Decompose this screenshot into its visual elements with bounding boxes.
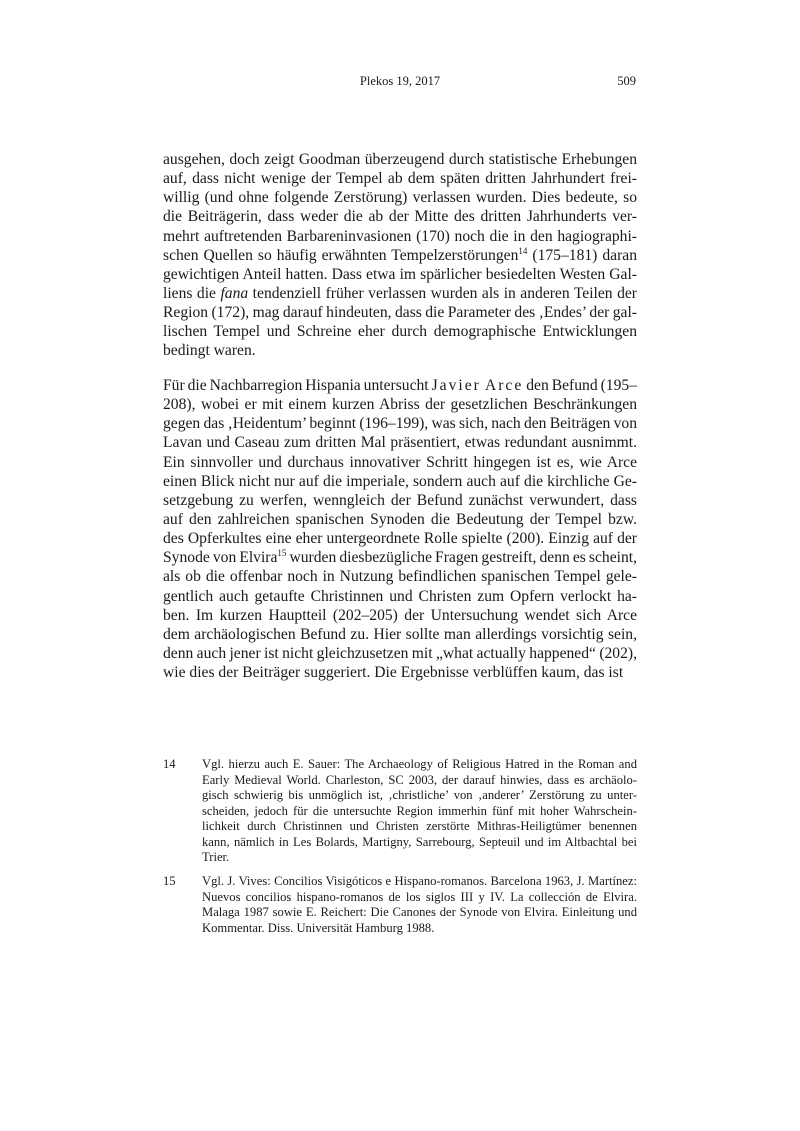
footnote-line-content: gisch schwierig bis unmöglich ist, ‚christliche’ von ‚anderer’ Zerstörung zu unter- [202, 788, 637, 802]
text-line [163, 227, 637, 246]
running-header-journal: Plekos 19, 2017 [359, 74, 441, 88]
text-line [163, 606, 637, 625]
text-span: Region (172), mag darauf hindeuten, dass die Parameter des ‚Endes’ der gal- [163, 304, 637, 322]
paragraph-2 [163, 376, 637, 682]
text-line-content [163, 303, 637, 322]
footnote-line [202, 890, 637, 906]
text-line [163, 567, 637, 586]
footnote-line [202, 905, 637, 921]
footnote-number: 15 [163, 874, 176, 888]
footnote-line-content: Trier. [202, 850, 230, 864]
footnote-line-content: Nuevos concilios hispano-romanos de los siglos III y IV. La collección de Elvira. [202, 889, 637, 904]
text-line [163, 491, 637, 510]
text-span: wurden diesbezügliche Fragen gestreift, denn es scheint, [286, 549, 637, 567]
footnote-line [202, 804, 637, 820]
paragraph-1 [163, 150, 637, 361]
footnote-line [202, 874, 637, 890]
page-number: 509 [617, 74, 636, 88]
footnote-line [202, 757, 637, 773]
text-line [163, 414, 637, 433]
text-span: auf den zahlreichen spanischen Synoden die Bedeutung der Tempel bzw. [163, 510, 637, 528]
footnote-line-content: Early Medieval World. Charleston, SC 2003, der darauf hinwies, dass es archäolo- [202, 772, 637, 787]
text-span: gewichtigen Anteil hatten. Dass etwa im spärlicher besiedelten Westen Gal- [163, 265, 637, 283]
footnote-reference: 15 [277, 548, 287, 559]
text-span: den Befund (195– [523, 377, 637, 394]
text-line [163, 529, 637, 548]
text-line-content [163, 265, 637, 284]
text-span: tendenziell früher verlassen wurden als in anderen Teilen der [248, 284, 637, 302]
footnote-line [202, 835, 637, 851]
text-span: schen Quellen so häufig erwähnten Tempelzerstörungen [163, 246, 519, 264]
footnote-line-content: lichkeit durch Christinnen und Christen zerstörte Mithras-Heiligtümer benennen [202, 819, 637, 833]
footnote-line [202, 788, 637, 804]
footnote-number: 14 [163, 757, 176, 771]
text-span: bedingt waren. [163, 342, 256, 360]
text-span: lischen Tempel und Schreine eher durch demographische Entwicklungen [163, 323, 637, 341]
text-line-content [163, 587, 637, 606]
text-line-content [163, 567, 637, 586]
text-line [163, 188, 637, 207]
text-line-content [163, 246, 637, 265]
text-line-content [163, 529, 637, 548]
text-line [163, 246, 637, 265]
text-line [163, 150, 637, 169]
footnote-line [202, 773, 637, 789]
text-span: mehrt auftretenden Barbareninvasionen (170) noch die in den hagiographi- [163, 227, 637, 245]
text-line-content [163, 606, 637, 625]
text-span: ben. Im kurzen Hauptteil (202–205) der Untersuchung wendet sich Arce [163, 606, 637, 624]
text-span: die Beiträgerin, dass weder die ab der Mitte des dritten Jahrhunderts ver- [163, 208, 637, 226]
text-line-content [163, 376, 637, 395]
text-line [163, 207, 637, 226]
text-line-content [163, 491, 637, 510]
text-line [163, 169, 637, 188]
text-span: gegen das ‚Heidentum’ beginnt (196–199), was sich, nach den Beiträgen von [163, 415, 637, 433]
text-line-content [163, 207, 637, 226]
text-line-content [163, 227, 637, 246]
text-line [163, 322, 637, 341]
text-span: ausgehen, doch zeigt Goodman überzeugend durch statistische Erhebungen [163, 151, 637, 168]
text-line [163, 395, 637, 414]
text-line-content [163, 414, 637, 433]
text-span: Für die Nachbarregion Hispania untersucht [163, 377, 432, 394]
text-line [163, 265, 637, 284]
text-line-content [163, 188, 637, 207]
footnote-text [202, 757, 637, 866]
text-span: gentlich auch getaufte Christinnen und Christen zum Opfern verlockt ha- [163, 587, 637, 605]
text-span: 208), wobei er mit einem kurzen Abriss der gesetzlichen Beschränkungen [163, 396, 637, 414]
text-span: fana [220, 284, 249, 302]
author-name: Javier Arce [431, 377, 524, 394]
text-span: denn auch jener ist nicht gleichzusetzen mit „what actually happened“ (202), [163, 644, 637, 662]
footnote-line-content: scheiden, jedoch für die untersuchte Region immerhin fünf mit hoher Wahrschein- [202, 803, 637, 818]
footnote-line-content: Kommentar. Diss. Universität Hamburg 1988. [202, 920, 435, 935]
text-span: des Opferkultes eine eher untergeordnete Rolle spielte (200). Einzig auf der [163, 530, 637, 548]
text-line [163, 472, 637, 491]
text-span: wie dies der Beiträger suggeriert. Die Ergebnisse verblüffen kaum, das ist [163, 664, 624, 682]
text-span: willig (und ohne folgende Zerstörung) verlassen wurden. Dies bedeute, so [163, 189, 637, 207]
text-line [163, 284, 637, 303]
footnote-line-content: Malaga 1987 sowie E. Reichert: Die Canones der Synode von Elvira. Einleitung und [202, 905, 637, 919]
text-line [163, 663, 637, 682]
text-line-content [163, 322, 637, 341]
footnote-reference: 14 [518, 245, 528, 256]
text-line-content [163, 433, 637, 452]
text-line-content [163, 169, 637, 188]
text-line-content [163, 548, 637, 567]
text-line-content [163, 395, 637, 414]
text-line [163, 548, 637, 567]
text-line-content [163, 625, 637, 644]
text-line [163, 303, 637, 322]
text-span: setzgebung zu werfen, wenngleich der Befund zunächst verwundert, dass [163, 491, 637, 509]
text-line-content [163, 472, 637, 491]
footnote-line [202, 819, 637, 835]
text-line-content [163, 663, 623, 682]
text-line [163, 625, 637, 644]
text-line-content [163, 341, 256, 360]
text-span: als ob die offenbar noch in Nutzung befindlichen spanischen Tempel gele- [163, 568, 637, 586]
footnote-line-content: kann, nämlich in Les Bolards, Martigny, Sarrebourg, Septeuil und im Altbachtal bei [202, 834, 637, 849]
text-span: Lavan und Caseau zum dritten Mal präsentiert, etwas redundant ausnimmt. [163, 434, 637, 452]
footnote-line-content: Vgl. J. Vives: Concilios Visigóticos e Hispano-romanos. Barcelona 1963, J. Martínez: [202, 874, 637, 888]
text-line [163, 510, 637, 529]
footnote-line [202, 850, 637, 866]
text-line-content [163, 284, 637, 303]
text-span: auf, dass nicht wenige der Tempel ab dem späten dritten Jahrhundert frei- [163, 170, 637, 188]
text-span: (175–181) daran [527, 246, 637, 264]
footnote-text [202, 874, 637, 936]
text-line-content [163, 510, 637, 529]
text-span: dem archäologischen Befund zu. Hier sollte man allerdings vorsichtig sein, [163, 625, 637, 643]
text-line [163, 644, 637, 663]
footnote-line [202, 921, 637, 937]
text-line [163, 376, 637, 395]
text-line [163, 453, 637, 472]
footnote-line-content: Vgl. hierzu auch E. Sauer: The Archaeology of Religious Hatred in the Roman and [202, 757, 637, 771]
text-line-content [163, 453, 637, 472]
text-line-content [163, 644, 637, 663]
text-line [163, 587, 637, 606]
text-line [163, 341, 637, 360]
text-line-content [163, 150, 637, 169]
text-line [163, 433, 637, 452]
text-span: einen Blick nicht nur auf die imperiale, sondern auch auf die kirchliche Ge- [163, 472, 637, 490]
text-span: liens die [163, 284, 221, 302]
text-span: Ein sinnvoller und durchaus innovativer Schritt hingegen ist es, wie Arce [163, 453, 637, 471]
text-span: Synode von Elvira [163, 549, 278, 567]
